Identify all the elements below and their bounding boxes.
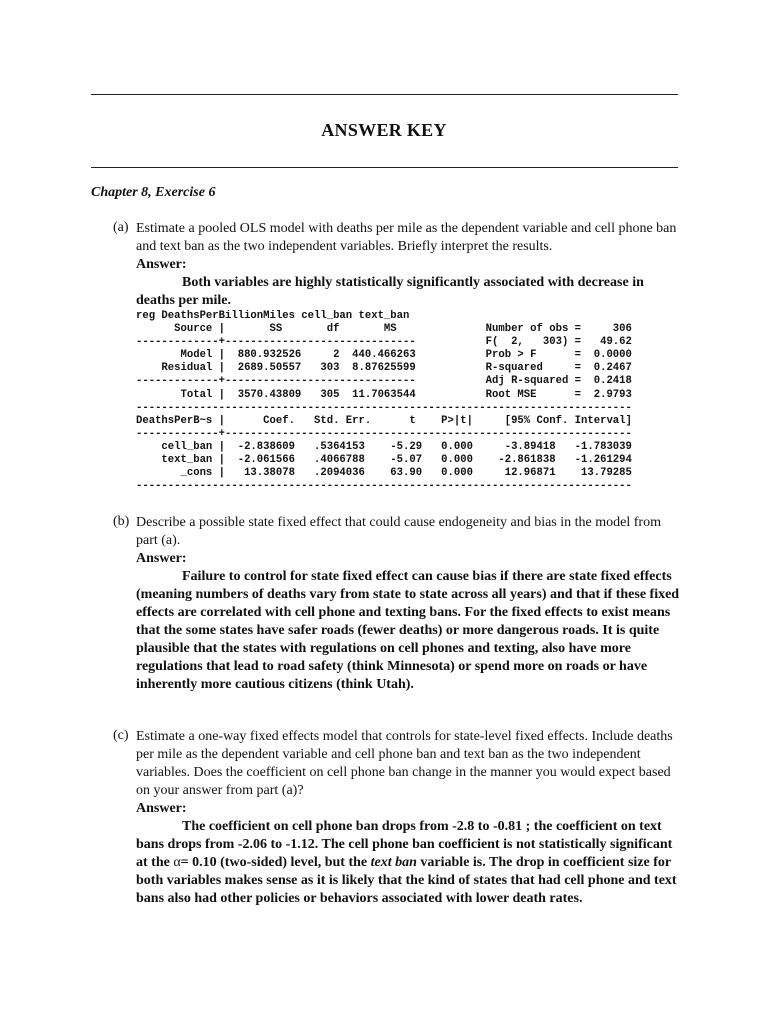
part-b-answer-text: Failure to control for state fixed effect can cause bias if there are state fixed effects (meaning numbers of deaths vary from state to state across all years) and that if these fixed effects are correlated with cell phone and texting bans. For the fixed effects to exist means that the some states have safer roads (fewer deaths) or more dangerous roads. It is quite plausible that the states with regulations on cell phones and texting, also have more regulations that lead to road safety (think Minnesota) or spend more on roads or have inherently more cautious citizens (think Utah). (136, 569, 680, 692)
page-title: ANSWER KEY (321, 120, 447, 140)
part-a-answer-text: Both variables are highly statistically significantly associated with decrease in deaths per mile. (136, 275, 644, 308)
stata-line: _cons | 13.38078 .2094036 63.90 0.000 12.96871 13.79285 (136, 467, 632, 480)
part-c-answer-text-3: variable is. The drop in coefficient size for both variables makes sense as it is likely that the kind of states that had cell phone and text bans also had other policies or behaviors associated with lower death rates. (136, 855, 677, 906)
stata-line: -------------+------------------------------ Adj R-squared = 0.2418 (136, 375, 632, 388)
stata-line: Model | 880.932526 2 440.466263 Prob > F = 0.0000 (136, 349, 632, 362)
part-b-answer (136, 568, 686, 694)
title-underline-rule (91, 167, 678, 168)
chapter-heading: Chapter 8, Exercise 6 (91, 185, 216, 200)
top-rule (91, 94, 678, 95)
part-c-answer-text-1: The coefficient on cell phone ban drops from -2.8 to -0.81 ; the coefficient on text bans drops from -2.06 to -1.12. The cell phone ban coefficient is not statistically significant at the (136, 819, 673, 870)
part-a-answer-label: Answer: (136, 257, 187, 272)
stata-line: Residual | 2689.50557 303 8.87625599 R-squared = 0.2467 (136, 362, 632, 375)
part-c-letter: (c) (113, 728, 129, 743)
stata-line: Source | SS df MS Number of obs = 306 (136, 323, 632, 336)
part-c-answer (136, 818, 686, 908)
part-c-answer-label: Answer: (136, 801, 187, 816)
stata-line: text_ban | -2.061566 .4066788 -5.07 0.000 -2.861838 -1.261294 (136, 454, 632, 467)
part-b-block (136, 514, 686, 694)
part-a-letter: (a) (113, 220, 129, 235)
part-b-answer-label: Answer: (136, 551, 187, 566)
stata-line: ------------------------------------------------------------------------------ (136, 401, 632, 414)
part-c-question: Estimate a one-way fixed effects model that controls for state-level fixed effects. Include deaths per mile as the dependent variable and cell phone ban and text ban as the two independent variables. Does the coefficient on cell phone ban change in the manner you would expect based on your answer from part (a)? (136, 729, 673, 798)
part-b-question: Describe a possible state fixed effect that could cause endogeneity and bias in the model from part (a). (136, 515, 661, 548)
stata-line: reg DeathsPerBillionMiles cell_ban text_ban (136, 310, 410, 322)
stata-line: -------------+------------------------------ F( 2, 303) = 49.62 (136, 336, 632, 349)
stata-line: cell_ban | -2.838609 .5364153 -5.29 0.000 -3.89418 -1.783039 (136, 440, 632, 453)
stata-line: DeathsPerB~s | Coef. Std. Err. t P>|t| [95% Conf. Interval] (136, 414, 632, 427)
part-a-answer (136, 274, 686, 310)
part-b-letter: (b) (113, 514, 130, 529)
stata-line: -------------+---------------------------------------------------------------- (136, 427, 632, 440)
part-c-answer-italic: text ban (370, 855, 417, 870)
stata-regression-output (136, 310, 632, 493)
stata-line: Total | 3570.43809 305 11.7063544 Root MSE = 2.9793 (136, 388, 632, 401)
part-a-block (136, 220, 686, 310)
alpha-symbol: α (173, 855, 181, 870)
part-a-question: Estimate a pooled OLS model with deaths per mile as the dependent variable and cell phone ban and text ban as the two independent variables. Briefly interpret the results. (136, 221, 677, 254)
part-c-answer-text-2: = 0.10 (two-sided) level, but the (180, 855, 371, 870)
part-c-block (136, 728, 686, 908)
stata-line: ------------------------------------------------------------------------------ (136, 480, 632, 493)
